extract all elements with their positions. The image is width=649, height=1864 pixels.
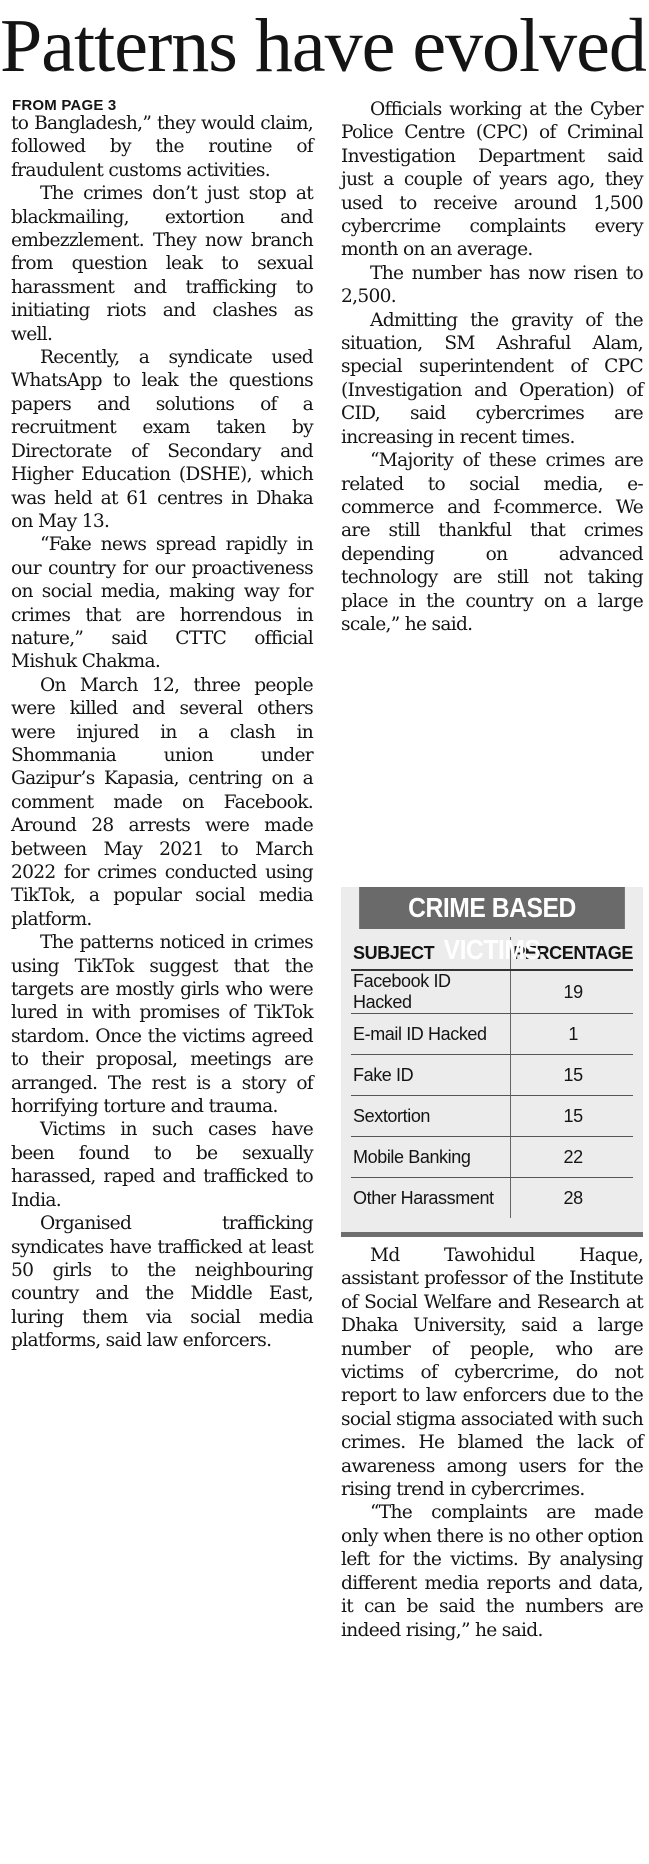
subject-cell: Mobile Banking bbox=[351, 1137, 511, 1178]
table-row bbox=[351, 1137, 633, 1178]
left-paragraph-2: The crimes don’t just stop at blackmailing, extortion and embezzlement. They now branch from question leak to sexual harassment and trafficking to initiating riots and clashes as well. bbox=[11, 183, 313, 345]
left-paragraph-6: The patterns noticed in crimes using TikTok suggest that the targets are mostly girls who were lured in with promises of TikTok stardom. Once the victims agreed to their proposal, meetings are arranged. The rest is a story of horrifying torture and trauma. bbox=[11, 932, 313, 1118]
right-paragraph-5: Md Tawohidul Haque, assistant professor of the Institute of Social Welfare and Research at Dhaka University, said a large number of people, who are victims of cybercrime, do not report to law enforcers due to the social stigma associated with such crimes. He blamed the lack of awareness among users for the rising trend in cybercrimes. bbox=[341, 1245, 643, 1501]
left-paragraph-7: Victims in such cases have been found to be sexually harassed, raped and trafficked to India. bbox=[11, 1119, 313, 1211]
right-paragraph-6: “The complaints are made only when there is no other option left for the victims. By analysing different media reports and data, it can be said the numbers are indeed rising,” he said. bbox=[341, 1502, 643, 1641]
table-row bbox=[351, 970, 633, 1014]
left-paragraph-4: “Fake news spread rapidly in our country for our proactiveness on social media, making way for crimes that are horrendous in nature,” said CTTC official Mishuk Chakma. bbox=[11, 534, 313, 673]
subject-cell: Sextortion bbox=[351, 1096, 511, 1137]
left-paragraph-5: On March 12, three people were killed and several others were injured in a clash in Shommania union under Gazipur’s Kapasia, centring on a comment made on Facebook. Around 28 arrests were made between May 2021 to March 2022 for crimes conducted using TikTok, a popular social media platform. bbox=[11, 674, 313, 930]
table-row bbox=[351, 1014, 633, 1055]
continuation-kicker: FROM PAGE 3 bbox=[12, 97, 117, 114]
percentage-cell: 28 bbox=[511, 1178, 633, 1219]
table-row bbox=[351, 1178, 633, 1219]
subject-cell: Facebook ID Hacked bbox=[351, 970, 511, 1014]
percentage-cell: 15 bbox=[511, 1055, 633, 1096]
crime-victims-table bbox=[351, 937, 633, 1218]
subject-header: SUBJECT bbox=[351, 937, 511, 970]
headline: Patterns have evolved bbox=[0, 4, 646, 88]
percentage-header: PERCENTAGE bbox=[511, 937, 633, 970]
subject-cell: Fake ID bbox=[351, 1055, 511, 1096]
subject-cell: Other Harassment bbox=[353, 1187, 494, 1208]
crime-victims-box bbox=[341, 887, 643, 1237]
left-paragraph-1: to Bangladesh,” they would claim, followed by the routine of fraudulent customs activities. bbox=[11, 113, 313, 181]
right-column-top bbox=[341, 98, 643, 636]
percentage-cell: 19 bbox=[511, 970, 633, 1014]
left-column bbox=[11, 112, 313, 1353]
right-column-bottom bbox=[341, 1244, 643, 1642]
right-paragraph-2: The number has now risen to 2,500. bbox=[341, 262, 643, 308]
subject-cell: E-mail ID Hacked bbox=[351, 1014, 511, 1055]
percentage-cell: 1 bbox=[511, 1014, 633, 1055]
table-row bbox=[351, 1055, 633, 1096]
percentage-cell: 15 bbox=[511, 1096, 633, 1137]
percentage-cell: 22 bbox=[511, 1137, 633, 1178]
right-paragraph-4: “Majority of these crimes are related to social media, e-commerce and f-commerce. We are still thankful that crimes depending on advanced technology are still not taking place in the country on a large scale,” he said. bbox=[341, 450, 643, 635]
table-row bbox=[351, 1096, 633, 1137]
right-paragraph-3: Admitting the gravity of the situation, SM Ashraful Alam, special superintendent of CPC (Investigation and Operation) of CID, said cybercrimes are increasing in recent times. bbox=[341, 309, 643, 448]
right-paragraph-1: Officials working at the Cyber Police Centre (CPC) of Criminal Investigation Department said just a couple of years ago, they used to receive around 1,500 cybercrime complaints every month on an average. bbox=[341, 99, 643, 261]
left-paragraph-3: Recently, a syndicate used WhatsApp to leak the questions papers and solutions of a recruitment exam taken by Directorate of Secondary and Higher Education (DSHE), which was held at 61 centres in Dhaka on May 13. bbox=[11, 347, 313, 532]
left-paragraph-8: Organised trafficking syndicates have trafficked at least 50 girls to the neighbouring country and the Middle East, luring them via social media platforms, said law enforcers. bbox=[11, 1213, 313, 1352]
crime-victims-title: CRIME BASED VICTIMS bbox=[359, 887, 625, 929]
